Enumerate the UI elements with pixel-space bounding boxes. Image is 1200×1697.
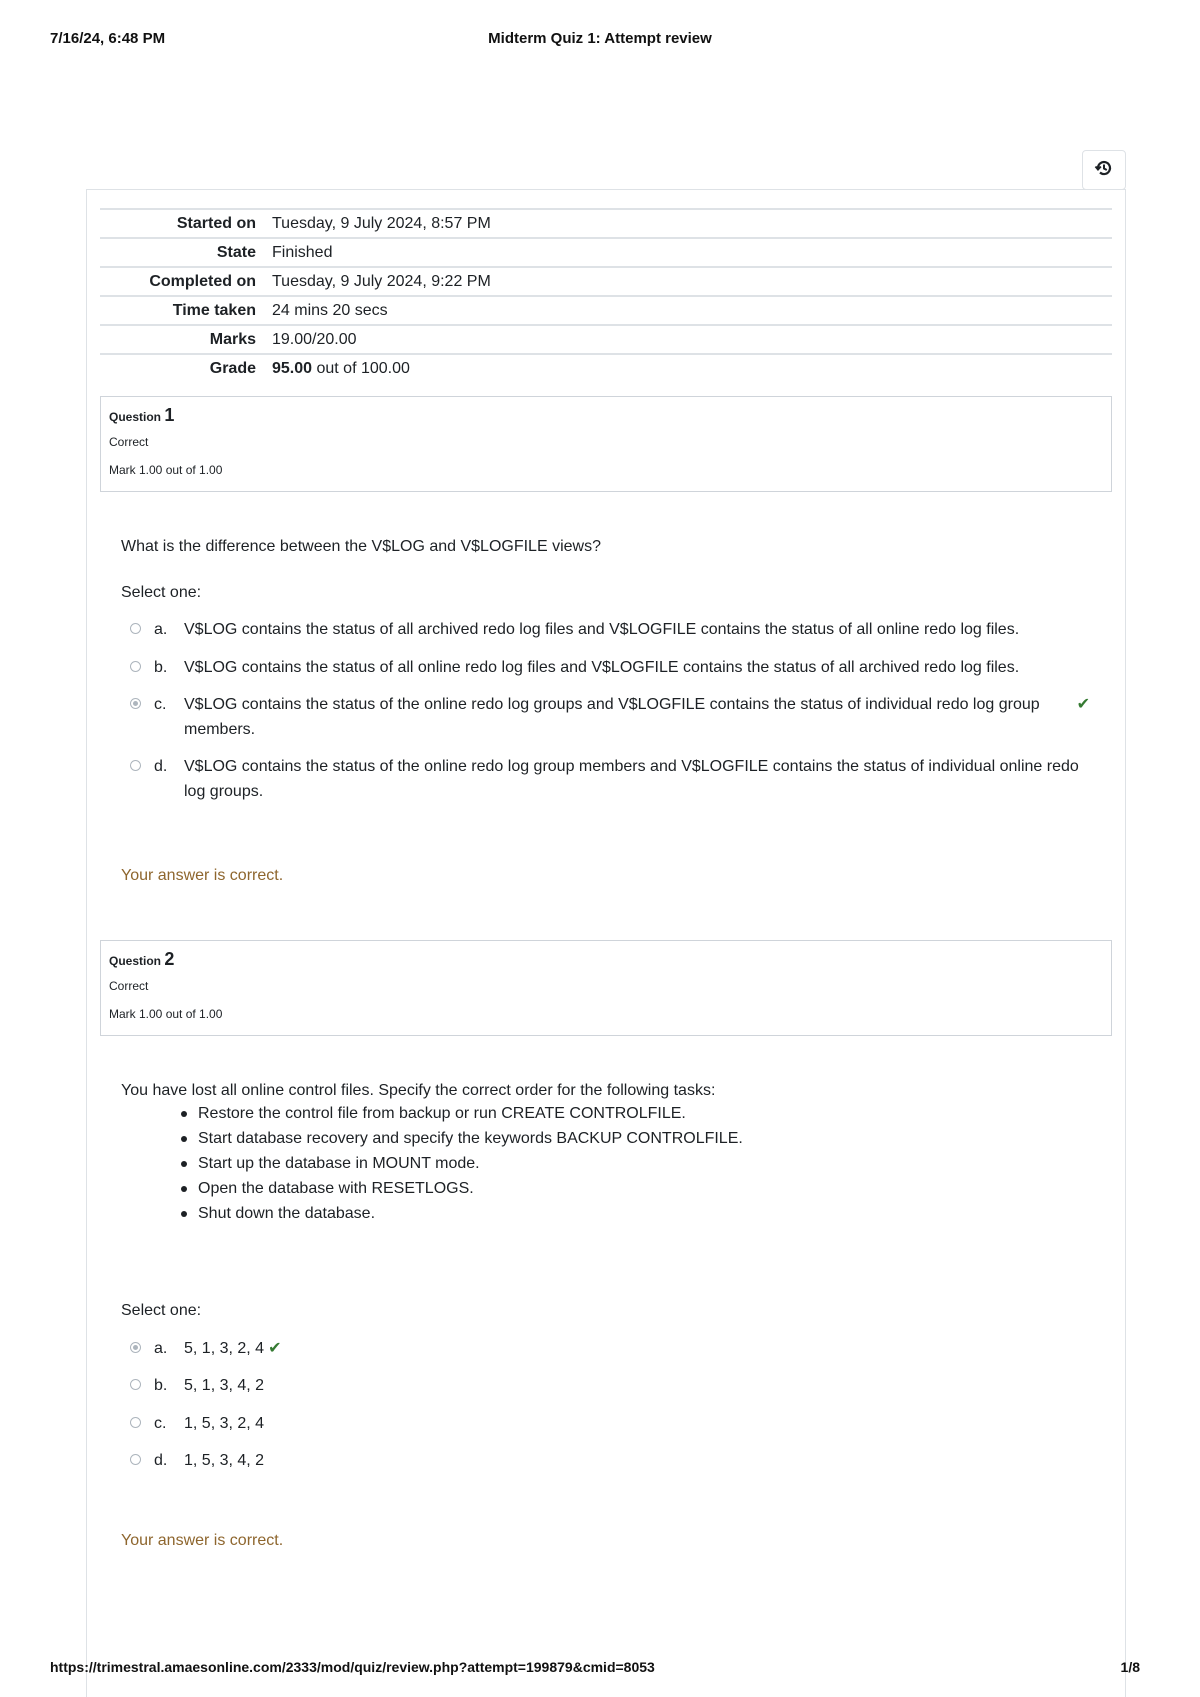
print-title: Midterm Quiz 1: Attempt review: [488, 30, 712, 47]
summary-label: State: [216, 244, 256, 261]
summary-row-started: [100, 209, 1112, 238]
summary-label: Started on: [176, 215, 256, 232]
summary-value: 24 mins 20 secs: [272, 302, 388, 319]
history-icon: [1094, 158, 1114, 183]
task-item: Start up the database in MOUNT mode.: [178, 1151, 743, 1176]
grade-out-of: out of 100.00: [312, 360, 410, 377]
summary-value: Tuesday, 9 July 2024, 8:57 PM: [272, 215, 491, 232]
correct-check-icon: ✔: [268, 1340, 282, 1357]
question-label: Question: [109, 410, 162, 424]
option-text: V$LOG contains the status of the online redo log groups and V$LOGFILE contains the status of individual redo log group members.: [184, 696, 1040, 738]
answer-feedback: Your answer is correct.: [121, 1532, 284, 1549]
summary-row-time: [100, 296, 1112, 325]
correct-check-icon: ✔: [1076, 696, 1090, 713]
task-list: [178, 1101, 743, 1226]
summary-value: 19.00/20.00: [272, 331, 357, 348]
print-page-number: 1/8: [1120, 1659, 1140, 1675]
question-grade: Mark 1.00 out of 1.00: [109, 1007, 223, 1021]
radio-button[interactable]: [130, 623, 141, 634]
summary-row-grade: [100, 354, 1112, 382]
summary-row-state: [100, 238, 1112, 267]
select-one-label: Select one:: [121, 1302, 202, 1319]
summary-value: Finished: [272, 244, 333, 261]
print-date: 7/16/24, 6:48 PM: [50, 30, 166, 47]
option-letter: a.: [154, 1340, 168, 1357]
task-item: Restore the control file from backup or run CREATE CONTROLFILE.: [178, 1101, 743, 1126]
attempt-summary-table: [100, 208, 1112, 382]
radio-button[interactable]: [130, 1417, 141, 1428]
answer-feedback: Your answer is correct.: [121, 867, 284, 884]
summary-value: [272, 354, 1112, 382]
option-text: 1, 5, 3, 2, 4: [184, 1415, 265, 1432]
summary-value: Tuesday, 9 July 2024, 9:22 PM: [272, 273, 491, 290]
question-num: 1: [164, 405, 175, 425]
radio-button-selected[interactable]: [130, 698, 141, 709]
summary-label: Time taken: [172, 302, 256, 319]
question-info-box: [100, 940, 1112, 1036]
option-text: 5, 1, 3, 4, 2: [184, 1377, 265, 1394]
summary-row-completed: [100, 267, 1112, 296]
question-number: [109, 405, 174, 426]
print-header: [50, 30, 1150, 50]
question-state: Correct: [109, 979, 149, 993]
print-url: https://trimestral.amaesonline.com/2333/mod/quiz/review.php?attempt=199879&cmid=8053: [50, 1659, 655, 1675]
option-letter: a.: [154, 621, 168, 638]
radio-button[interactable]: [130, 661, 141, 672]
question-number: [109, 949, 174, 970]
history-button[interactable]: [1082, 150, 1126, 190]
option-letter: d.: [154, 758, 168, 775]
option-value: 5, 1, 3, 2, 4: [184, 1340, 265, 1357]
option-text: [184, 1336, 1090, 1361]
task-item: Start database recovery and specify the keywords BACKUP CONTROLFILE.: [178, 1126, 743, 1151]
summary-row-marks: [100, 325, 1112, 354]
print-footer: [50, 1659, 1150, 1679]
summary-label: Marks: [209, 331, 256, 348]
summary-label: Grade: [209, 360, 256, 377]
radio-button[interactable]: [130, 1379, 141, 1390]
summary-label: Completed on: [149, 273, 256, 290]
question-label: Question: [109, 954, 162, 968]
option-letter: c.: [154, 696, 167, 713]
task-item: Shut down the database.: [178, 1201, 743, 1226]
question-text: You have lost all online control files. Specify the correct order for the following tasks:: [121, 1082, 716, 1099]
radio-button[interactable]: [130, 760, 141, 771]
option-letter: c.: [154, 1415, 167, 1432]
option-letter: b.: [154, 659, 168, 676]
question-grade: Mark 1.00 out of 1.00: [109, 463, 223, 477]
radio-button[interactable]: [130, 1454, 141, 1465]
task-item: Open the database with RESETLOGS.: [178, 1176, 743, 1201]
option-text: V$LOG contains the status of all archived redo log files and V$LOGFILE contains the status of all online redo log files.: [184, 621, 1020, 638]
option-letter: d.: [154, 1452, 168, 1469]
option-letter: b.: [154, 1377, 168, 1394]
question-num: 2: [164, 949, 175, 969]
option-text: V$LOG contains the status of all online redo log files and V$LOGFILE contains the status of all archived redo log files.: [184, 659, 1020, 676]
question-state: Correct: [109, 435, 149, 449]
question-info-box: [100, 396, 1112, 492]
option-text: 1, 5, 3, 4, 2: [184, 1452, 265, 1469]
question-text: What is the difference between the V$LOG and V$LOGFILE views?: [121, 538, 601, 555]
select-one-label: Select one:: [121, 584, 202, 601]
radio-button-selected[interactable]: [130, 1342, 141, 1353]
option-text: V$LOG contains the status of the online redo log group members and V$LOGFILE contains the status of individual online redo log groups.: [184, 758, 1079, 800]
grade-score: 95.00: [272, 360, 313, 377]
